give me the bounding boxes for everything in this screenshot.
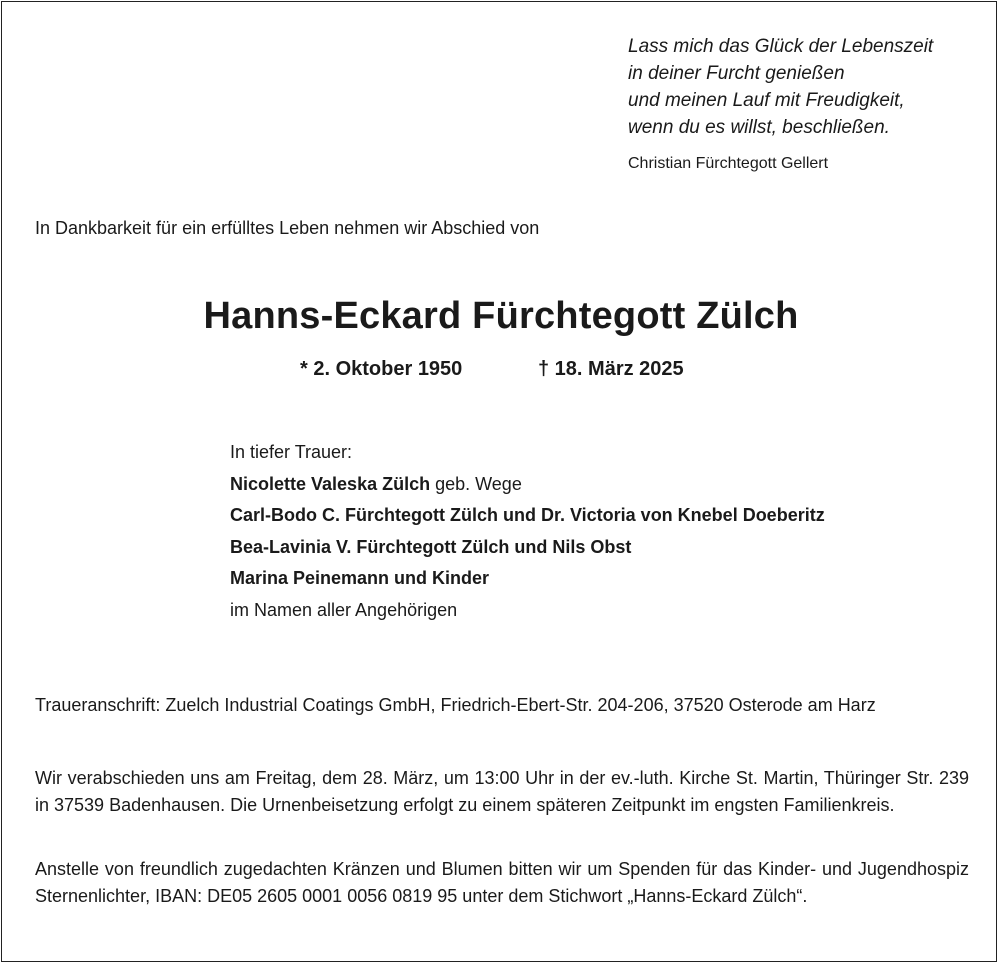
mourning-address: Traueranschrift: Zuelch Industrial Coatings GmbH, Friedrich-Ebert-Str. 204-206, 37520 Osterode am Harz	[35, 695, 876, 715]
mourner-name: Nicolette Valeska Zülch	[230, 473, 431, 494]
mourner-line	[230, 469, 825, 501]
mourners-heading: In tiefer Trauer:	[230, 442, 353, 462]
birth-date: * 2. Oktober 1950	[300, 358, 463, 380]
poem-quote	[628, 33, 933, 141]
obituary-notice	[1, 1, 997, 962]
poem-line: in deiner Furcht genießen	[628, 63, 845, 84]
mourners-list	[230, 437, 825, 626]
ceremony-details: Wir verabschieden uns am Freitag, dem 28. März, um 13:00 Uhr in der ev.-luth. Kirche St. Martin, Thüringer Str. 239 in 37539 Badenhausen. Die Urnenbeisetzung erfolgt zu einem späteren Zeitpunkt im engsten Familienkreis.	[35, 768, 969, 815]
poem-line: und meinen Lauf mit Freudigkeit,	[628, 90, 905, 111]
intro-text: In Dankbarkeit für ein erfülltes Leben nehmen wir Abschied von	[35, 218, 540, 238]
death-date: † 18. März 2025	[538, 358, 684, 380]
mourner-line: Marina Peinemann und Kinder	[230, 568, 490, 588]
poem-line: Lass mich das Glück der Lebenszeit	[628, 36, 934, 57]
mourner-line: Bea-Lavinia V. Fürchtegott Zülch und Nils Obst	[230, 536, 632, 557]
deceased-name: Hanns-Eckard Fürchtegott Zülch	[203, 295, 799, 337]
mourner-maiden-name: geb. Wege	[430, 473, 522, 494]
poem-author: Christian Fürchtegott Gellert	[628, 155, 829, 172]
mourners-closing: im Namen aller Angehörigen	[230, 599, 458, 620]
poem-line: wenn du es willst, beschließen.	[628, 117, 890, 138]
mourner-line: Carl-Bodo C. Fürchtegott Zülch und Dr. Victoria von Knebel Doeberitz	[230, 505, 825, 525]
donation-request: Anstelle von freundlich zugedachten Kränzen und Blumen bitten wir um Spenden für das Kinder- und Jugendhospiz Sternenlichter, IBAN: DE05 2605 0001 0056 0819 95 unter dem Stichwort „Hanns-Eckard Zülch“.	[35, 859, 969, 906]
